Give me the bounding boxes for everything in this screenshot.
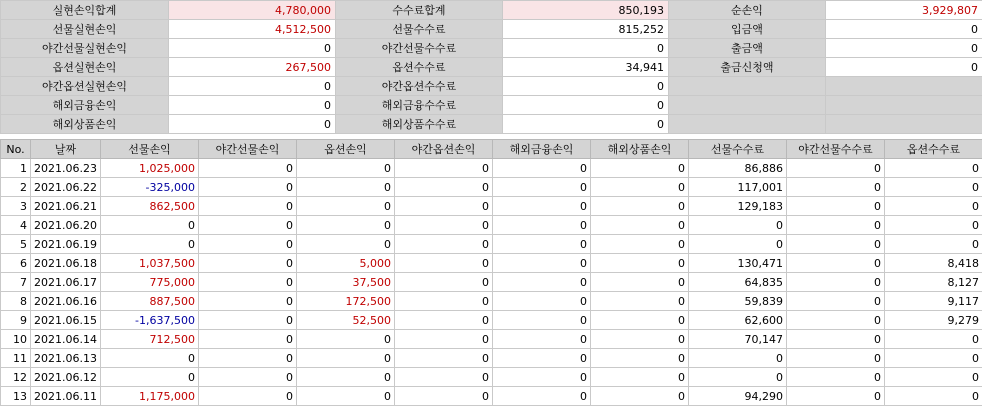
amount-cell: 0 [787,254,885,273]
summary-label: 출금액 [669,39,826,58]
summary-label: 야간옵션실현손익 [1,77,169,96]
summary-label: 실현손익합계 [1,1,169,20]
summary-label: 선물수수료 [336,20,503,39]
table-row[interactable] [1,216,982,235]
date-cell: 2021.06.12 [31,368,101,387]
summary-value: 0 [169,96,336,115]
amount-cell: 0 [199,311,297,330]
amount-cell: 0 [493,235,591,254]
amount-cell: 0 [689,368,787,387]
amount-cell: 0 [787,273,885,292]
amount-cell: 94,290 [689,387,787,406]
table-row[interactable] [1,273,982,292]
summary-empty-cell [826,115,982,134]
amount-cell: 8,418 [885,254,982,273]
column-header[interactable]: 야간옵션손익 [395,140,493,159]
amount-cell: 0 [199,254,297,273]
amount-cell: 0 [493,311,591,330]
summary-value: 0 [826,39,982,58]
amount-cell: 0 [199,178,297,197]
amount-cell: 0 [689,349,787,368]
amount-cell: 0 [199,216,297,235]
amount-cell: 172,500 [297,292,395,311]
amount-cell: 0 [787,292,885,311]
amount-cell: 0 [493,273,591,292]
column-header[interactable]: 옵션수수료 [885,140,982,159]
table-row[interactable] [1,387,982,406]
amount-cell: 0 [199,330,297,349]
summary-label: 수수료합계 [336,1,503,20]
amount-cell: 9,279 [885,311,982,330]
amount-cell: 0 [395,368,493,387]
amount-cell: 8,127 [885,273,982,292]
summary-empty-cell [669,77,826,96]
amount-cell: 0 [395,178,493,197]
amount-cell: 64,835 [689,273,787,292]
amount-cell: 775,000 [101,273,199,292]
amount-cell: 0 [395,216,493,235]
table-row[interactable] [1,254,982,273]
column-header[interactable]: 선물수수료 [689,140,787,159]
amount-cell: 0 [199,159,297,178]
amount-cell: 0 [493,159,591,178]
summary-empty-cell [826,77,982,96]
amount-cell: 0 [591,330,689,349]
summary-value: 0 [826,20,982,39]
amount-cell: 1,025,000 [101,159,199,178]
amount-cell: 0 [591,197,689,216]
date-cell: 2021.06.20 [31,216,101,235]
date-cell: 2021.06.19 [31,235,101,254]
table-row[interactable] [1,349,982,368]
summary-value: 0 [169,39,336,58]
amount-cell: 0 [493,178,591,197]
amount-cell: -325,000 [101,178,199,197]
amount-cell: 0 [591,311,689,330]
row-number-cell: 2 [1,178,31,197]
amount-cell: 0 [101,368,199,387]
date-cell: 2021.06.14 [31,330,101,349]
table-row[interactable] [1,368,982,387]
amount-cell: 0 [885,330,982,349]
amount-cell: 0 [101,216,199,235]
amount-cell: 0 [199,349,297,368]
amount-cell: 0 [395,387,493,406]
summary-value: 3,929,807 [826,1,982,20]
amount-cell: 0 [493,292,591,311]
amount-cell: 59,839 [689,292,787,311]
column-header[interactable]: 날짜 [31,140,101,159]
table-row[interactable] [1,235,982,254]
column-header[interactable]: No. [1,140,31,159]
amount-cell: 0 [493,254,591,273]
amount-cell: 0 [395,197,493,216]
summary-label: 옵션수수료 [336,58,503,77]
summary-label: 야간선물실현손익 [1,39,169,58]
summary-empty-cell [669,96,826,115]
amount-cell: 0 [395,254,493,273]
summary-value: 4,780,000 [169,1,336,20]
amount-cell: 0 [395,159,493,178]
amount-cell: 0 [199,235,297,254]
row-number-cell: 8 [1,292,31,311]
amount-cell: 0 [493,349,591,368]
summary-value: 815,252 [503,20,669,39]
summary-value: 0 [503,39,669,58]
amount-cell: 62,600 [689,311,787,330]
amount-cell: 0 [787,235,885,254]
summary-label: 출금신청액 [669,58,826,77]
amount-cell: 0 [395,330,493,349]
amount-cell: 0 [885,235,982,254]
summary-table [0,0,982,134]
date-cell: 2021.06.23 [31,159,101,178]
date-cell: 2021.06.13 [31,349,101,368]
amount-cell: 0 [297,197,395,216]
amount-cell: 0 [787,197,885,216]
amount-cell: 130,471 [689,254,787,273]
summary-row [1,96,982,115]
column-header[interactable]: 해외상품손익 [591,140,689,159]
amount-cell: 0 [591,387,689,406]
table-row[interactable] [1,330,982,349]
amount-cell: 0 [591,235,689,254]
amount-cell: 0 [787,349,885,368]
column-header[interactable]: 야간선물손익 [199,140,297,159]
amount-cell: 0 [199,368,297,387]
table-row[interactable] [1,311,982,330]
amount-cell: 0 [297,387,395,406]
date-cell: 2021.06.15 [31,311,101,330]
amount-cell: 0 [689,235,787,254]
row-number-cell: 12 [1,368,31,387]
summary-row [1,77,982,96]
amount-cell: 0 [591,349,689,368]
summary-label: 야간옵션수수료 [336,77,503,96]
summary-row [1,115,982,134]
amount-cell: 0 [493,368,591,387]
summary-value: 850,193 [503,1,669,20]
amount-cell: 37,500 [297,273,395,292]
table-row[interactable] [1,159,982,178]
amount-cell: 1,037,500 [101,254,199,273]
summary-label: 해외상품수수료 [336,115,503,134]
amount-cell: 0 [101,349,199,368]
row-number-cell: 10 [1,330,31,349]
summary-value: 267,500 [169,58,336,77]
column-header[interactable]: 야간선물수수료 [787,140,885,159]
amount-cell: 0 [297,349,395,368]
date-cell: 2021.06.16 [31,292,101,311]
amount-cell: 0 [395,235,493,254]
amount-cell: 0 [297,216,395,235]
table-row[interactable] [1,292,982,311]
summary-value: 0 [826,58,982,77]
row-number-cell: 6 [1,254,31,273]
amount-cell: 0 [199,387,297,406]
amount-cell: 0 [297,368,395,387]
date-cell: 2021.06.22 [31,178,101,197]
summary-label: 해외상품손익 [1,115,169,134]
amount-cell: 0 [787,387,885,406]
row-number-cell: 9 [1,311,31,330]
amount-cell: 5,000 [297,254,395,273]
amount-cell: 0 [199,292,297,311]
amount-cell: 0 [689,216,787,235]
summary-row [1,39,982,58]
amount-cell: 0 [885,159,982,178]
amount-cell: 887,500 [101,292,199,311]
summary-label: 해외금융손익 [1,96,169,115]
daily-pnl-grid [0,139,982,406]
amount-cell: -1,637,500 [101,311,199,330]
amount-cell: 0 [591,292,689,311]
amount-cell: 86,886 [689,159,787,178]
summary-label: 선물실현손익 [1,20,169,39]
amount-cell: 0 [787,311,885,330]
summary-value: 0 [503,115,669,134]
amount-cell: 0 [493,387,591,406]
summary-empty-cell [669,115,826,134]
summary-empty-cell [826,96,982,115]
amount-cell: 70,147 [689,330,787,349]
amount-cell: 0 [885,368,982,387]
amount-cell: 0 [101,235,199,254]
summary-label: 입금액 [669,20,826,39]
amount-cell: 0 [297,330,395,349]
table-row[interactable] [1,178,982,197]
amount-cell: 1,175,000 [101,387,199,406]
column-header[interactable]: 선물손익 [101,140,199,159]
summary-value: 0 [503,96,669,115]
summary-value: 34,941 [503,58,669,77]
amount-cell: 0 [493,197,591,216]
amount-cell: 0 [493,216,591,235]
summary-value: 0 [503,77,669,96]
summary-row [1,1,982,20]
amount-cell: 0 [885,387,982,406]
amount-cell: 0 [199,197,297,216]
summary-row [1,58,982,77]
amount-cell: 0 [787,368,885,387]
row-number-cell: 13 [1,387,31,406]
row-number-cell: 11 [1,349,31,368]
row-number-cell: 1 [1,159,31,178]
amount-cell: 0 [885,197,982,216]
amount-cell: 0 [787,330,885,349]
date-cell: 2021.06.17 [31,273,101,292]
column-header[interactable]: 해외금융손익 [493,140,591,159]
amount-cell: 0 [297,159,395,178]
summary-value: 0 [169,77,336,96]
amount-cell: 862,500 [101,197,199,216]
amount-cell: 0 [395,273,493,292]
amount-cell: 0 [885,216,982,235]
amount-cell: 0 [787,216,885,235]
date-cell: 2021.06.18 [31,254,101,273]
amount-cell: 0 [591,159,689,178]
amount-cell: 0 [591,178,689,197]
row-number-cell: 7 [1,273,31,292]
summary-label: 야간선물수수료 [336,39,503,58]
amount-cell: 0 [591,254,689,273]
row-number-cell: 4 [1,216,31,235]
row-number-cell: 3 [1,197,31,216]
amount-cell: 117,001 [689,178,787,197]
amount-cell: 0 [395,311,493,330]
amount-cell: 0 [395,292,493,311]
column-header[interactable]: 옵션손익 [297,140,395,159]
amount-cell: 129,183 [689,197,787,216]
amount-cell: 0 [591,368,689,387]
amount-cell: 0 [395,349,493,368]
table-row[interactable] [1,197,982,216]
amount-cell: 52,500 [297,311,395,330]
date-cell: 2021.06.21 [31,197,101,216]
amount-cell: 0 [885,178,982,197]
summary-value: 0 [169,115,336,134]
amount-cell: 0 [297,178,395,197]
date-cell: 2021.06.11 [31,387,101,406]
amount-cell: 0 [199,273,297,292]
amount-cell: 0 [591,216,689,235]
amount-cell: 0 [885,349,982,368]
summary-label: 순손익 [669,1,826,20]
summary-label: 옵션실현손익 [1,58,169,77]
amount-cell: 0 [787,159,885,178]
amount-cell: 712,500 [101,330,199,349]
grid-header-row [1,140,982,159]
summary-value: 4,512,500 [169,20,336,39]
summary-label: 해외금융수수료 [336,96,503,115]
amount-cell: 0 [493,330,591,349]
row-number-cell: 5 [1,235,31,254]
amount-cell: 0 [297,235,395,254]
amount-cell: 0 [787,178,885,197]
amount-cell: 9,117 [885,292,982,311]
amount-cell: 0 [591,273,689,292]
summary-row [1,20,982,39]
